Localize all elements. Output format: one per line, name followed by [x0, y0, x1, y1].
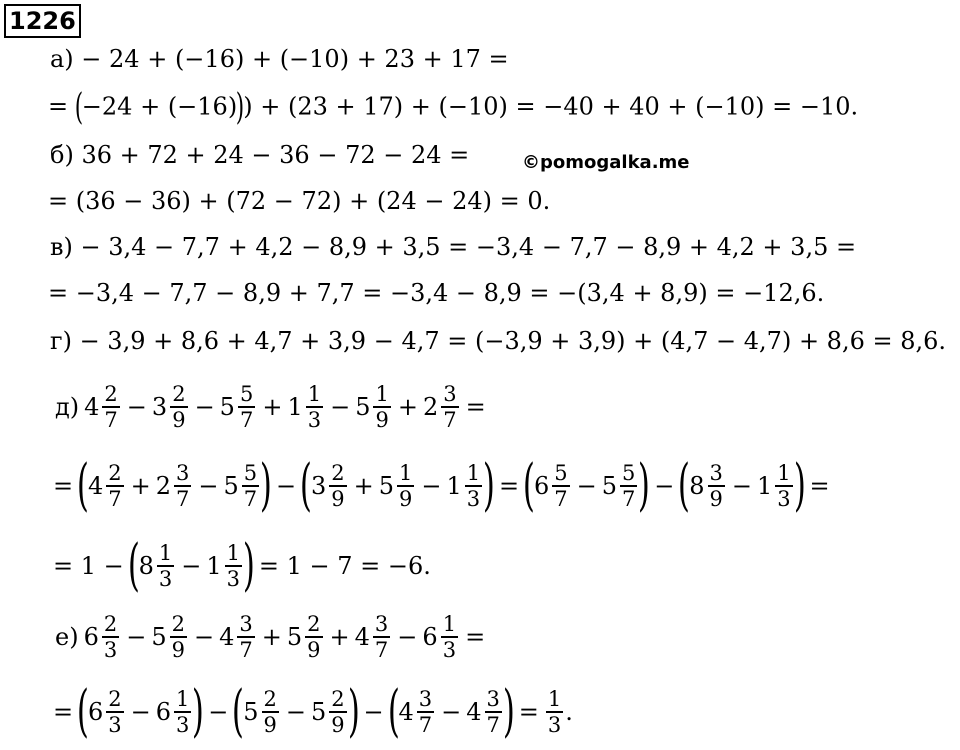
numerator: 2	[172, 382, 186, 406]
mixed-number	[757, 461, 795, 511]
fraction	[485, 687, 502, 737]
fraction	[546, 687, 563, 737]
operator: −	[397, 623, 418, 651]
whole-part: 4	[354, 623, 370, 651]
fraction	[373, 382, 390, 432]
line-e2	[48, 679, 573, 744]
operator: +	[261, 623, 282, 651]
whole-part: 6	[534, 472, 550, 500]
operator: −	[130, 698, 151, 726]
big-paren-right: )	[242, 533, 255, 598]
mixed-number	[311, 687, 349, 737]
mixed-number	[156, 687, 194, 737]
whole-part: 2	[155, 472, 172, 500]
fraction	[329, 687, 346, 737]
mixed-number	[84, 612, 122, 662]
fraction	[170, 612, 187, 662]
numerator: 1	[442, 612, 457, 636]
equals-sign: =	[53, 698, 74, 726]
fraction	[417, 687, 434, 737]
denominator: 9	[709, 487, 723, 511]
mixed-number	[156, 461, 194, 511]
line-e1	[50, 612, 490, 662]
denominator: 9	[263, 713, 277, 737]
denominator: 3	[547, 713, 562, 737]
fraction	[106, 461, 123, 511]
mixed-number	[398, 687, 436, 737]
denominator: 3	[226, 567, 241, 591]
denominator: 3	[176, 713, 190, 737]
denominator: 3	[108, 713, 122, 737]
fraction	[306, 382, 323, 432]
mixed-number	[219, 612, 257, 662]
numerator: 1	[777, 461, 791, 485]
fraction	[397, 461, 414, 511]
denominator: 7	[374, 638, 389, 662]
part-label: д)	[55, 393, 80, 421]
denominator: 7	[104, 408, 118, 432]
denominator: 7	[418, 713, 433, 737]
line-b1: б) 36 + 72 + 24 − 36 − 72 − 24 =	[50, 141, 470, 169]
whole-part: 6	[87, 698, 104, 726]
numerator: 1	[307, 382, 322, 406]
numerator: 3	[486, 687, 500, 711]
mixed-number	[287, 382, 325, 432]
denominator: 7	[554, 487, 568, 511]
whole-part: 4	[87, 472, 104, 500]
whole-part: 4	[466, 698, 482, 726]
numerator: 3	[374, 612, 389, 636]
fraction	[305, 612, 322, 662]
numerator: 2	[104, 382, 118, 406]
denominator: 7	[108, 487, 122, 511]
operator: −	[441, 698, 462, 726]
fraction	[465, 461, 482, 511]
operator: +	[329, 623, 350, 651]
math-text: = 1 −	[53, 552, 124, 580]
whole-part: 5	[601, 472, 618, 500]
line-d1	[50, 382, 491, 432]
a2-rest: ) + (23 + 17) + (−10) = −40 + 40 + (−10) = −10.	[243, 92, 859, 121]
part-label: е)	[55, 623, 79, 651]
operator: −	[285, 698, 306, 726]
mixed-number	[151, 612, 189, 662]
denominator: 7	[622, 487, 636, 511]
numerator: 1	[158, 541, 173, 565]
big-paren-right: )	[793, 453, 806, 518]
mixed-number	[224, 461, 262, 511]
denominator: 9	[399, 487, 413, 511]
mixed-number	[206, 541, 244, 591]
mixed-number	[689, 461, 727, 511]
mixed-number	[534, 461, 572, 511]
whole-part: 6	[83, 623, 99, 651]
whole-part: 4	[398, 698, 414, 726]
denominator: 7	[443, 408, 457, 432]
line-b2: = (36 − 36) + (72 − 72) + (24 − 24) = 0.	[48, 187, 551, 215]
equals-sign: =	[53, 472, 74, 500]
whole-part: 4	[219, 623, 235, 651]
mixed-number	[447, 461, 485, 511]
fraction	[262, 687, 279, 737]
denominator: 9	[375, 408, 389, 432]
mixed-number	[311, 461, 349, 511]
denominator: 3	[466, 487, 481, 511]
numerator: 2	[103, 612, 118, 636]
whole-part: 5	[243, 698, 259, 726]
fraction	[102, 612, 119, 662]
numerator: 5	[554, 461, 568, 485]
numerator: 1	[466, 461, 481, 485]
denominator: 9	[172, 408, 186, 432]
denominator: 7	[239, 638, 253, 662]
whole-part: 8	[138, 552, 154, 580]
fraction	[174, 461, 191, 511]
numerator: 1	[375, 382, 389, 406]
big-paren-right: )	[347, 679, 360, 744]
denominator: 9	[331, 713, 345, 737]
operator: −	[330, 393, 351, 421]
whole-part: 8	[689, 472, 705, 500]
a2-prefix: =	[48, 92, 76, 121]
operator: +	[353, 472, 374, 500]
operator: −	[208, 698, 229, 726]
big-paren-right: )	[192, 679, 205, 744]
denominator: 3	[158, 567, 173, 591]
operator: −	[126, 623, 147, 651]
numerator: 2	[108, 461, 122, 485]
whole-part: 1	[446, 472, 462, 500]
mixed-number	[88, 461, 126, 511]
whole-part: 5	[378, 472, 395, 500]
denominator: 3	[777, 487, 791, 511]
denominator: 7	[176, 487, 190, 511]
big-paren-left: (	[387, 679, 400, 744]
mixed-number	[139, 541, 177, 591]
line-v1: в) − 3,4 − 7,7 + 4,2 − 8,9 + 3,5 = −3,4 − 7,7 − 8,9 + 4,2 + 3,5 =	[50, 233, 857, 261]
mixed-number	[287, 612, 325, 662]
whole-part: 1	[287, 393, 303, 421]
big-paren-left: (	[678, 453, 691, 518]
whole-part: 5	[219, 393, 235, 421]
operator: +	[397, 393, 418, 421]
big-paren-right: )	[638, 453, 651, 518]
big-paren-right: )	[483, 453, 496, 518]
whole-part: 5	[223, 472, 239, 500]
numerator: 3	[443, 382, 457, 406]
denominator: 3	[307, 408, 322, 432]
numerator: 2	[331, 461, 345, 485]
whole-part: 5	[151, 623, 167, 651]
fraction	[225, 541, 242, 591]
operator: −	[126, 393, 147, 421]
numerator: 3	[418, 687, 433, 711]
equals-sign: =	[499, 472, 520, 500]
numerator: 2	[263, 687, 277, 711]
denominator: 9	[331, 487, 345, 511]
operator: −	[181, 552, 202, 580]
fraction	[238, 382, 255, 432]
operator: −	[576, 472, 597, 500]
whole-part: 5	[310, 698, 327, 726]
denominator: 7	[486, 713, 500, 737]
mixed-number	[423, 382, 461, 432]
numerator: 3	[709, 461, 723, 485]
fraction	[102, 382, 119, 432]
numerator: 1	[226, 541, 241, 565]
mixed-number	[152, 382, 190, 432]
big-paren-left: (	[232, 679, 245, 744]
big-paren-left: (	[127, 533, 140, 598]
big-paren-left: (	[74, 87, 83, 128]
big-paren-left: (	[77, 679, 90, 744]
numerator: 5	[243, 461, 258, 485]
big-paren-left: (	[523, 453, 536, 518]
big-paren-left: (	[300, 453, 313, 518]
equals-sign: =	[465, 623, 486, 651]
problem-number: 1226	[4, 4, 81, 38]
denominator: 7	[239, 408, 254, 432]
equals-sign: =	[518, 698, 539, 726]
fraction	[174, 687, 191, 737]
numerator: 5	[622, 461, 636, 485]
fraction	[106, 687, 123, 737]
fraction	[620, 461, 637, 511]
mixed-number	[84, 382, 122, 432]
mixed-number	[544, 687, 565, 737]
math-text: = 1 − 7 = −6.	[258, 552, 431, 580]
period: .	[565, 698, 573, 726]
numerator: 1	[176, 687, 190, 711]
operator: +	[262, 393, 283, 421]
whole-part: 5	[355, 393, 371, 421]
numerator: 2	[108, 687, 122, 711]
whole-part: 2	[422, 393, 439, 421]
line-g1: г) − 3,9 + 8,6 + 4,7 + 3,9 − 4,7 = (−3,9 + 3,9) + (4,7 − 4,7) + 8,6 = 8,6.	[50, 327, 947, 355]
operator: −	[363, 698, 384, 726]
denominator: 3	[442, 638, 457, 662]
mixed-number	[422, 612, 460, 662]
fraction	[552, 461, 569, 511]
line-v2: = −3,4 − 7,7 − 8,9 + 7,7 = −3,4 − 8,9 = −(3,4 + 8,9) = −12,6.	[48, 279, 825, 307]
mixed-number	[88, 687, 126, 737]
whole-part: 3	[310, 472, 327, 500]
whole-part: 5	[286, 623, 303, 651]
mixed-number	[243, 687, 281, 737]
whole-part: 6	[155, 698, 172, 726]
line-a1: а) − 24 + (−16) + (−10) + 23 + 17 =	[50, 45, 509, 73]
whole-part: 1	[206, 552, 222, 580]
operator: −	[194, 393, 215, 421]
line-d2	[48, 453, 835, 518]
operator: −	[731, 472, 753, 500]
fraction	[441, 612, 458, 662]
mixed-number	[379, 461, 417, 511]
fraction	[242, 461, 259, 511]
line-a2	[48, 87, 859, 128]
fraction	[441, 382, 458, 432]
numerator: 1	[399, 461, 413, 485]
numerator: 1	[547, 687, 562, 711]
fraction	[157, 541, 174, 591]
numerator: 5	[239, 382, 254, 406]
fraction	[373, 612, 390, 662]
big-paren-left: (	[77, 453, 90, 518]
mixed-number	[355, 382, 393, 432]
mixed-number	[220, 382, 258, 432]
numerator: 3	[239, 612, 253, 636]
fraction	[708, 461, 725, 511]
operator: −	[194, 623, 215, 651]
denominator: 7	[243, 487, 258, 511]
fraction	[775, 461, 792, 511]
whole-part: 1	[757, 472, 773, 500]
operator: −	[198, 472, 219, 500]
numerator: 2	[331, 687, 345, 711]
whole-part: 3	[151, 393, 168, 421]
mixed-number	[602, 461, 640, 511]
denominator: 9	[307, 638, 321, 662]
denominator: 9	[171, 638, 185, 662]
mixed-number	[355, 612, 393, 662]
equals-sign: =	[465, 393, 486, 421]
fraction	[170, 382, 187, 432]
numerator: 3	[176, 461, 190, 485]
numerator: 2	[307, 612, 321, 636]
whole-part: 6	[422, 623, 438, 651]
fraction	[329, 461, 346, 511]
big-paren-right: )	[260, 453, 273, 518]
big-paren-right: )	[502, 679, 515, 744]
operator: −	[654, 472, 675, 500]
watermark: ©pomogalka.me	[522, 152, 690, 173]
fraction	[237, 612, 254, 662]
operator: −	[276, 472, 297, 500]
equals-sign: =	[809, 472, 830, 500]
numerator: 2	[171, 612, 185, 636]
line-d3	[48, 533, 436, 598]
denominator: 3	[103, 638, 118, 662]
whole-part: 4	[84, 393, 100, 421]
operator: −	[421, 472, 442, 500]
operator: +	[130, 472, 151, 500]
mixed-number	[466, 687, 504, 737]
big-paren-right: )	[235, 87, 245, 128]
a2-inner: −24 + (−16)	[81, 92, 238, 121]
